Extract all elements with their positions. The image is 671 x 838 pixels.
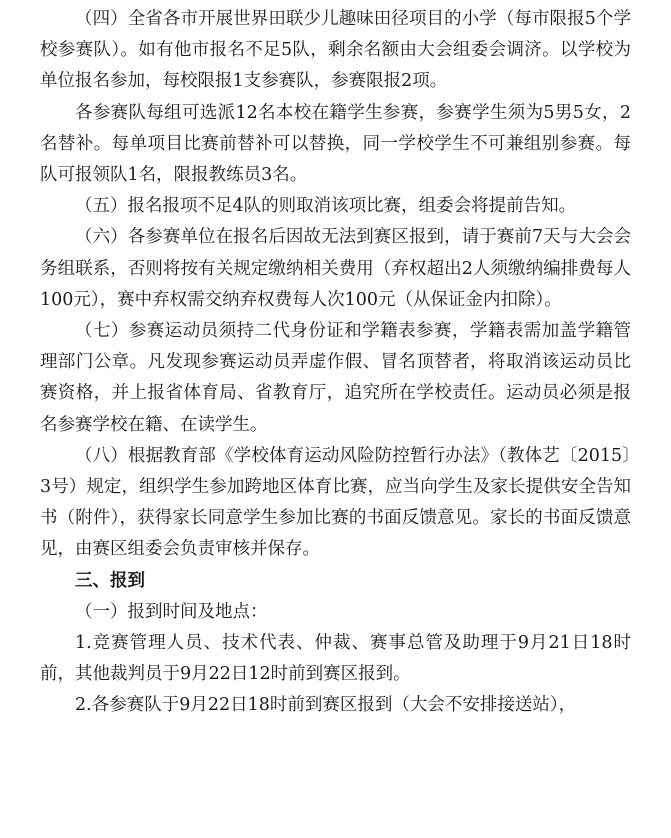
list-item-officials-arrival: 1.竞赛管理人员、技术代表、仲裁、赛事总管及助理于9月21日18时前，其他裁判员于9月22日12时前到赛区报到。	[40, 633, 631, 685]
paragraph-athlete-eligibility: （七）参赛运动员须持二代身份证和学籍表参赛，学籍表需加盖学籍管理部门公章。凡发现参赛运动员弄虚作假、冒名顶替者，将取消该运动员比赛资格，并上报省体育局、省教育厅，追究所在学校责任。运动员必须是报名参赛学校在籍、在读学生。	[40, 321, 631, 435]
subsection-heading-time-place: （一）报到时间及地点：	[75, 601, 268, 622]
paragraph-withdrawal-fees: （六）各参赛单位在报名后因故无法到赛区报到，请于赛前7天与大会会务组联系，否则将按有关规定缴纳相关费用（弃权超出2人须缴纳编排费每人100元），赛中弃权需交纳弃权费每人次100元（从保证金内扣除）。	[40, 227, 631, 310]
paragraph-insufficient-teams: （五）报名报项不足4队的则取消该项比赛，组委会将提前告知。	[75, 196, 577, 217]
paragraph-team-composition: 各参赛队每组可选派12名本校在籍学生参赛，参赛学生须为5男5女，2名替补。每单项目比赛前替补可以替换，同一学校学生不可兼组别参赛。每队可报领队1名，限报教练员3名。	[40, 102, 631, 186]
paragraph-school-teams: （四）全省各市开展世界田联少儿趣味田径项目的小学（每市限报5个学校参赛队）。如有他市报名不足5队，剩余名额由大会组委会调济。以学校为单位报名参加，每校限报1支参赛队，参赛限报2项。	[40, 9, 631, 92]
section-heading-registration: 三、报到	[75, 570, 145, 591]
list-item-teams-arrival: 2.各参赛队于9月22日18时前到赛区报到（大会不安排接送站），	[75, 695, 577, 716]
paragraph-safety-notice: （八）根据教育部《学校体育运动风险防控暂行办法》（教体艺〔2015〕3号）规定，组织学生参加跨地区体育比赛，应当向学生及家长提供安全告知书（附件），获得家长同意学生参加比赛的书面反馈意见。家长的书面反馈意见，由赛区组委会负责审核并保存。	[40, 445, 631, 560]
